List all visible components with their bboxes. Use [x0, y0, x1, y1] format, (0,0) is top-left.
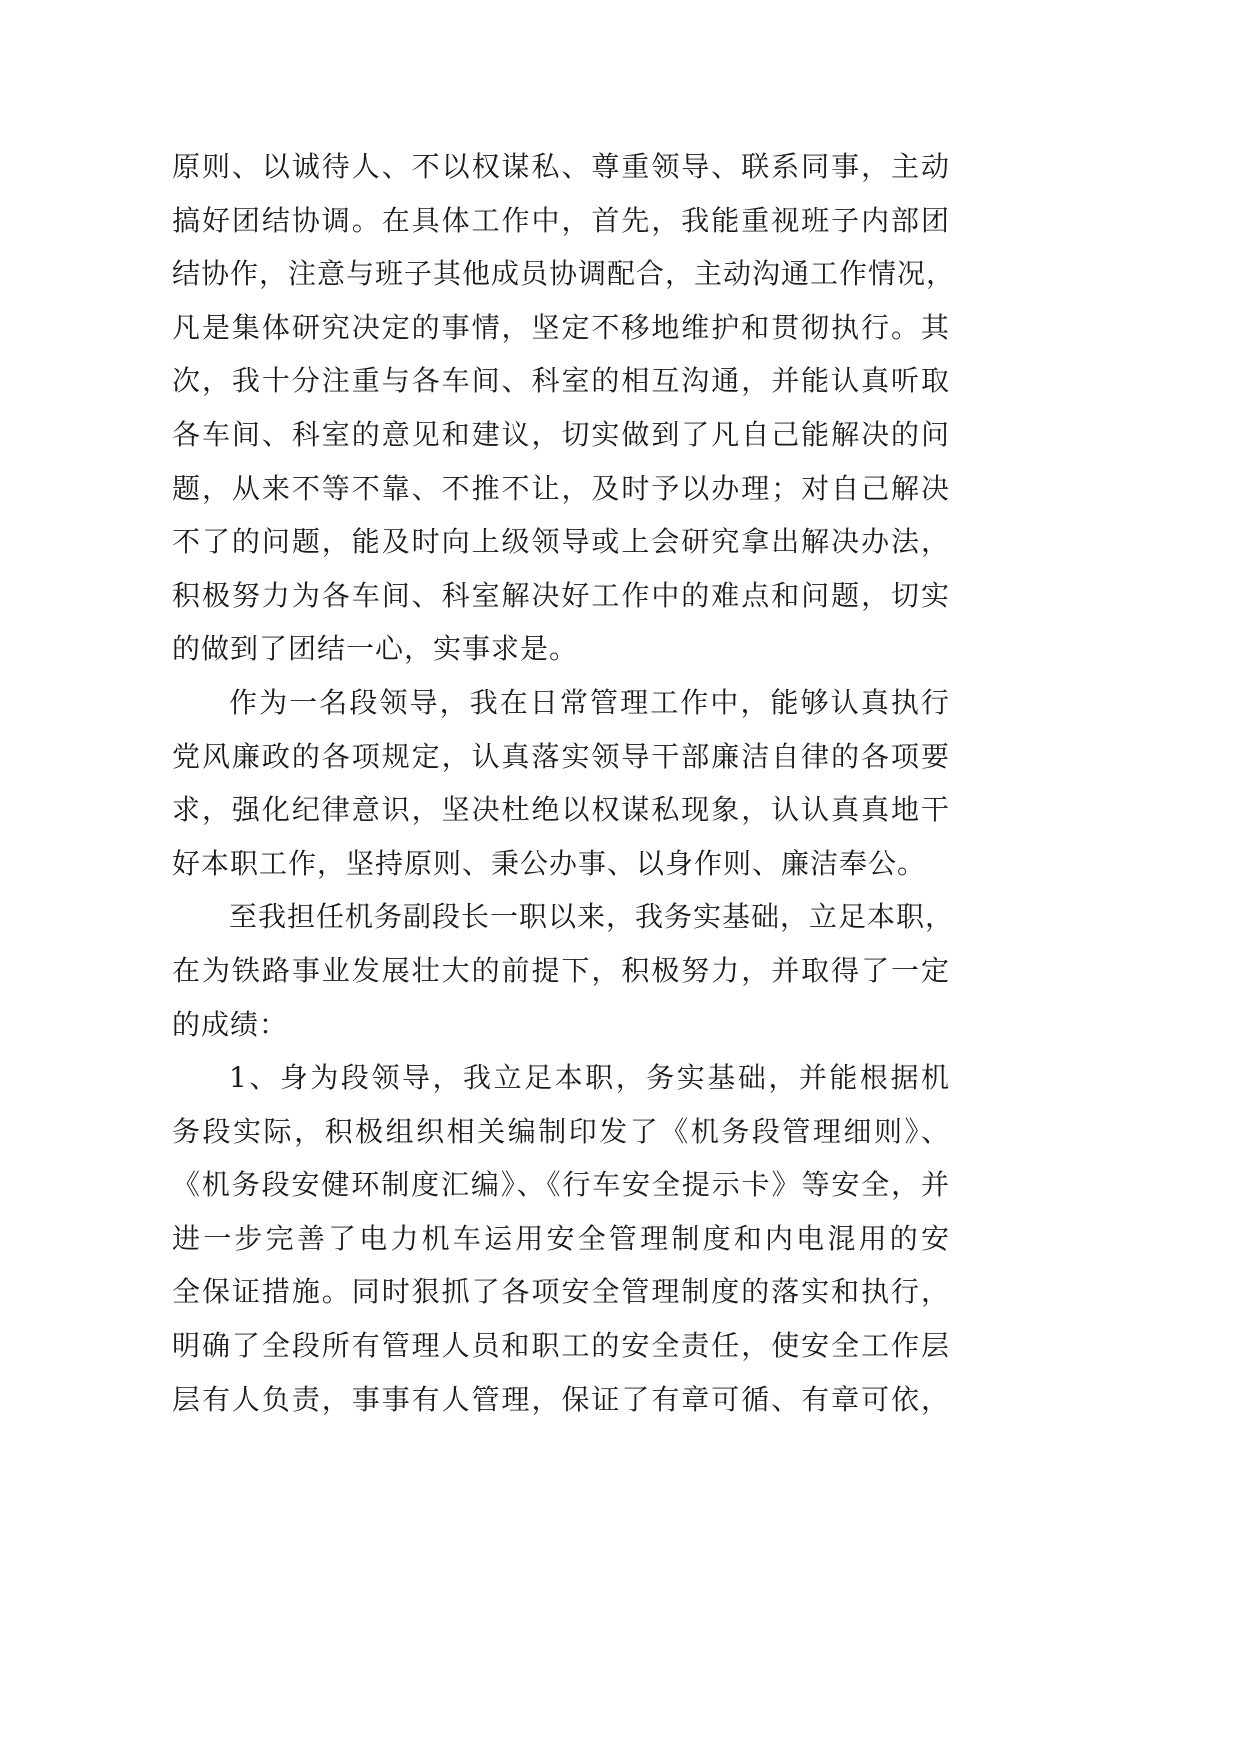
paragraph-first-line: 作为一名段领导，我在日常管理工作中，能够认真执行 — [229, 685, 950, 719]
text-line: 积极努力为各车间、科室解决好工作中的难点和问题，切实 — [172, 578, 950, 612]
text-line: 各车间、科室的意见和建议，切实做到了凡自己能解决的问 — [172, 417, 950, 451]
text-line: 进一步完善了电力机车运用安全管理制度和内电混用的安 — [172, 1221, 950, 1255]
text-line: 搞好团结协调。在具体工作中，首先，我能重视班子内部团 — [172, 203, 950, 237]
text-line: 好本职工作，坚持原则、秉公办事、以身作则、廉洁奉公。 — [172, 846, 927, 880]
text-line: 不了的问题，能及时向上级领导或上会研究拿出解决办法， — [172, 525, 950, 559]
text-line: 层有人负责，事事有人管理，保证了有章可循、有章可依， — [172, 1382, 950, 1416]
text-line: 务段实际，积极组织相关编制印发了《机务段管理细则》、 — [172, 1114, 950, 1148]
text-line: 题，从来不等不靠、不推不让，及时予以办理；对自己解决 — [172, 471, 950, 505]
text-line: 在为铁路事业发展壮大的前提下，积极努力，并取得了一定 — [172, 953, 950, 987]
text-line: 原则、以诚待人、不以权谋私、尊重领导、联系同事，主动 — [172, 150, 950, 183]
paragraph-first-line: 1、身为段领导，我立足本职，务实基础，并能根据机 — [229, 1061, 950, 1095]
text-line: 凡是集体研究决定的事情，坚定不移地维护和贯彻执行。其 — [172, 310, 950, 344]
body-text — [172, 143, 956, 1429]
text-line: 全保证措施。同时狠抓了各项安全管理制度的落实和执行， — [172, 1275, 950, 1309]
text-line: 明确了全段所有管理人员和职工的安全责任，使安全工作层 — [172, 1329, 950, 1363]
text-line: 的做到了团结一心，实事求是。 — [172, 632, 579, 666]
text-line: 党风廉政的各项规定，认真落实领导干部廉洁自律的各项要 — [172, 739, 950, 773]
text-line: 次，我十分注重与各车间、科室的相互沟通，并能认真听取 — [172, 364, 950, 398]
text-line: 求，强化纪律意识，坚决杜绝以权谋私现象，认认真真地干 — [172, 793, 950, 827]
paragraph-first-line: 至我担任机务副段长一职以来，我务实基础，立足本职， — [229, 900, 955, 934]
text-line: 结协作，注意与班子其他成员协调配合，主动沟通工作情况， — [172, 257, 956, 291]
text-line: 的成绩： — [172, 1007, 289, 1041]
text-line: 《机务段安健环制度汇编》、《行车安全提示卡》等安全，并 — [172, 1168, 950, 1202]
